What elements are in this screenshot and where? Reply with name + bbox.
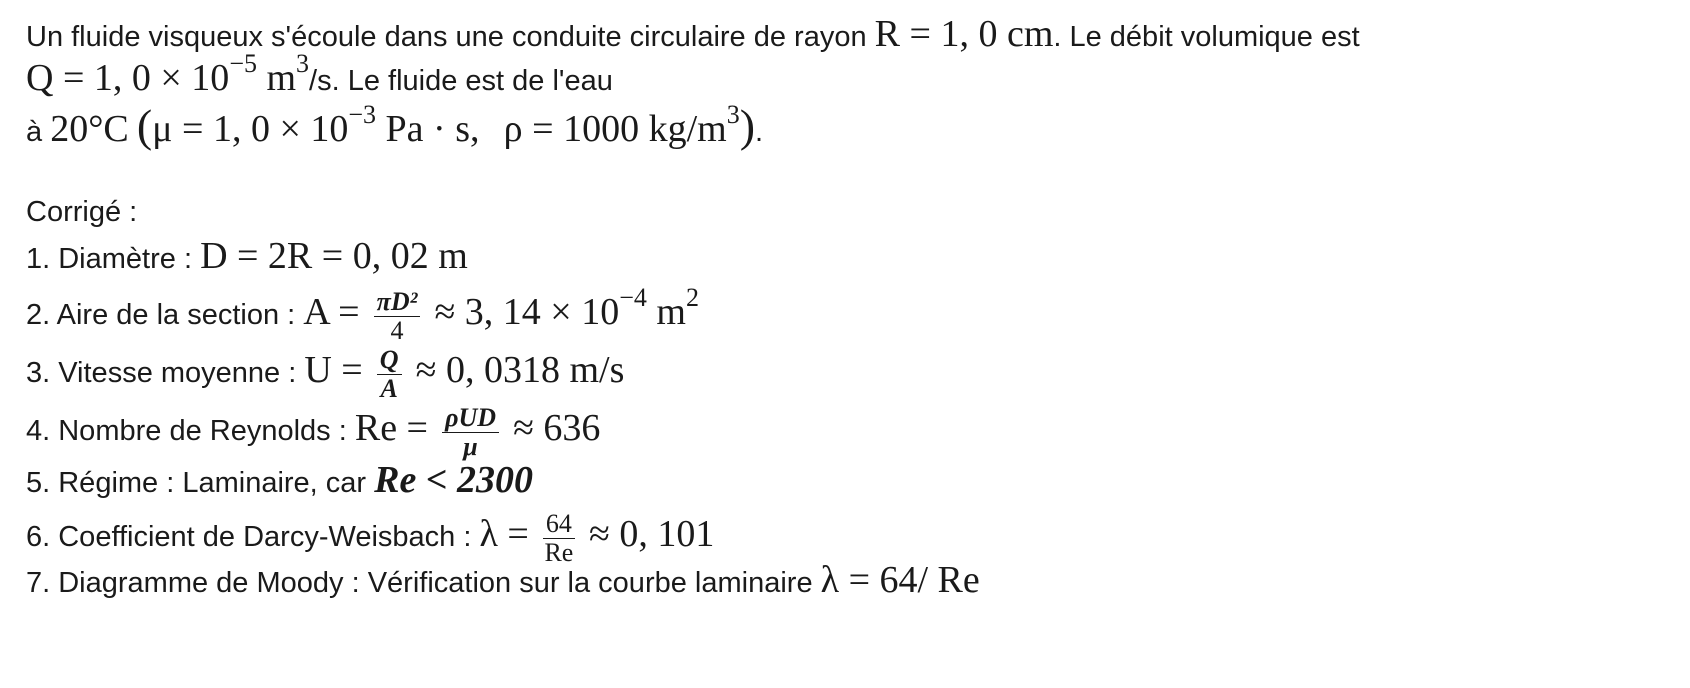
velocity-lhs: U = <box>304 349 363 392</box>
darcy-denominator: Re <box>544 538 574 567</box>
moody-formula: λ = 64/ Re <box>820 559 980 601</box>
velocity-denominator: A <box>380 374 398 403</box>
period: . <box>755 116 764 148</box>
step-3 <box>26 346 624 403</box>
area-exponent: −4 <box>619 282 647 312</box>
step-label: 3. Vitesse moyenne : <box>26 357 297 390</box>
area-lhs: A = <box>303 291 360 334</box>
paren-close: ) <box>739 100 756 151</box>
reynolds-result: ≈ 636 <box>513 407 601 450</box>
area-unit: m <box>646 291 686 334</box>
darcy-lhs: λ = <box>479 513 529 556</box>
temperature: 20°C <box>50 108 129 150</box>
flow-rate-formula <box>26 48 310 99</box>
density-value: ρ = 1000 kg/m <box>503 108 727 150</box>
velocity-result: ≈ 0, 0318 m/s <box>415 349 625 392</box>
step-4 <box>26 404 600 461</box>
area-fraction <box>374 288 421 345</box>
step-label: 6. Coefficient de Darcy-Weisbach : <box>26 521 472 554</box>
density-formula <box>503 99 740 150</box>
solution-header: Corrigé : <box>26 196 138 228</box>
flow-rate-unit: m <box>256 57 297 99</box>
step-7 <box>26 560 980 603</box>
darcy-result: ≈ 0, 101 <box>588 513 715 556</box>
reynolds-lhs: Re = <box>354 407 428 450</box>
viscosity-exponent: −3 <box>348 99 377 129</box>
step-6 <box>26 510 714 567</box>
problem-line-2 <box>26 48 613 101</box>
area-numerator: πD² <box>376 287 418 316</box>
area-denominator: 4 <box>390 316 404 345</box>
viscosity-value: μ = 1, 0 × 10 <box>152 108 349 150</box>
flow-rate-value: Q = 1, 0 × 10 <box>26 57 230 99</box>
problem-text: /s. Le fluide est de l'eau <box>309 65 613 97</box>
step-label: 7. Diagramme de Moody : Vérification sur la courbe laminaire <box>26 567 813 599</box>
darcy-numerator: 64 <box>543 510 575 539</box>
area-unit-exponent: 2 <box>685 282 699 312</box>
viscosity-unit: Pa · s, <box>376 108 480 150</box>
reynolds-numerator: ρUD <box>445 403 497 432</box>
flow-rate-exponent: −5 <box>229 48 257 78</box>
velocity-numerator: Q <box>379 345 399 374</box>
viscosity-formula <box>152 99 480 150</box>
density-exponent: 3 <box>726 99 740 129</box>
area-result <box>434 282 699 334</box>
step-label: 5. Régime : Laminaire, car <box>26 467 367 499</box>
problem-text: à <box>26 116 43 148</box>
paren-open: ( <box>136 100 153 151</box>
problem-text: Un fluide visqueux s'écoule dans une conduite circulaire de rayon <box>26 21 867 53</box>
problem-line-3 <box>26 99 764 152</box>
step-label: 1. Diamètre : <box>26 243 192 275</box>
diameter-formula: D = 2R = 0, 02 m <box>200 235 468 277</box>
velocity-fraction <box>377 346 402 403</box>
darcy-fraction <box>543 510 575 567</box>
flow-rate-unit-exponent: 3 <box>296 48 310 78</box>
step-2 <box>26 282 699 345</box>
problem-line-1 <box>26 14 1360 57</box>
step-label: 4. Nombre de Reynolds : <box>26 415 347 448</box>
problem-text: . Le débit volumique est <box>1053 21 1360 53</box>
step-1 <box>26 236 468 279</box>
step-5 <box>26 460 533 503</box>
step-label: 2. Aire de la section : <box>26 299 296 332</box>
reynolds-denominator: μ <box>463 432 478 461</box>
radius-formula: R = 1, 0 cm <box>874 13 1054 55</box>
area-value: ≈ 3, 14 × 10 <box>434 291 620 334</box>
regime-condition: Re < 2300 <box>374 459 534 501</box>
reynolds-fraction <box>442 404 499 461</box>
